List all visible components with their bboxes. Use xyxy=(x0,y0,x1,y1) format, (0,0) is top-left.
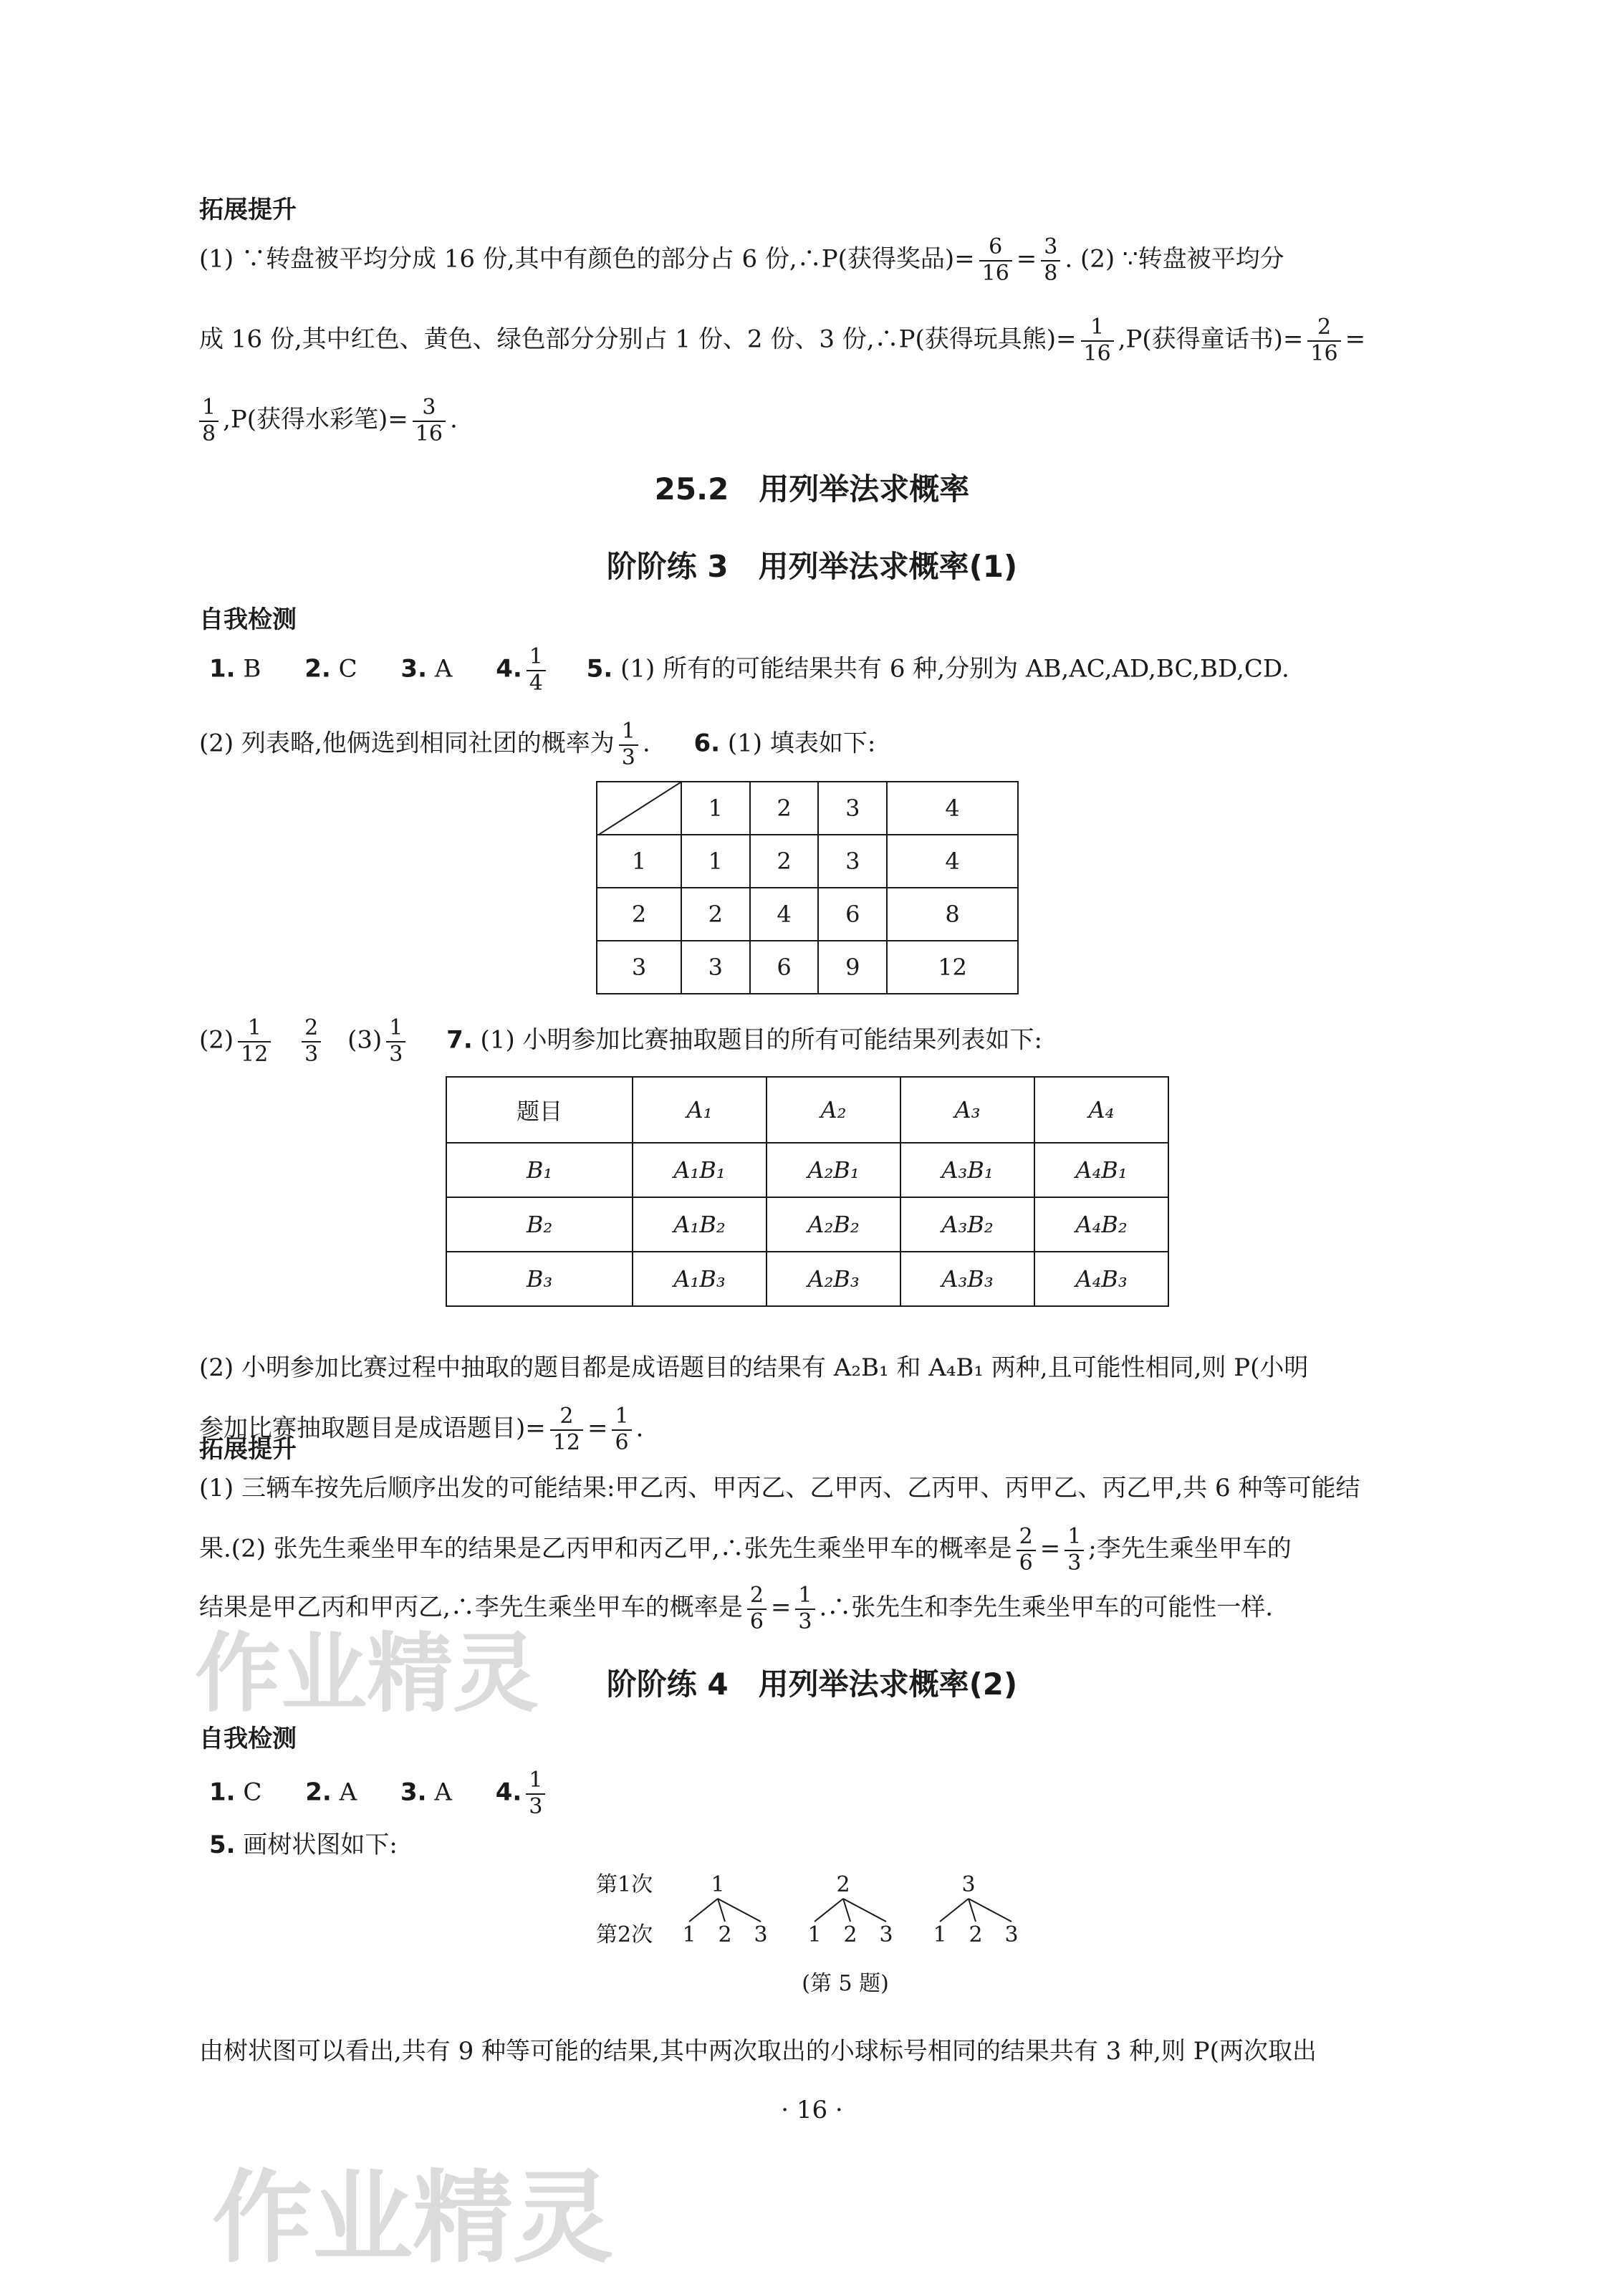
table-cell: A₃B₃ xyxy=(900,1252,1034,1306)
tree-leaf: 1 xyxy=(807,1922,822,1947)
figure-caption: (第 5 题) xyxy=(802,1971,889,1996)
fraction: $\frac{2}{6}$ xyxy=(747,1583,767,1634)
table-cell: 1 xyxy=(681,835,750,888)
table-cell: B₁ xyxy=(446,1143,633,1197)
fraction: $\frac{1}{6}$ xyxy=(612,1404,631,1455)
paragraph-line: (1) 三辆车按先后顺序出发的可能结果:甲乙丙、甲丙乙、乙甲丙、乙丙甲、丙甲乙、丙乙甲,共 6 种等可能结 xyxy=(199,1474,1360,1502)
table-header-cell: 1 xyxy=(681,782,750,835)
section-heading-extension: 拓展提升 xyxy=(199,1435,297,1464)
fraction: $\frac{1}{8}$ xyxy=(199,395,218,446)
table-cell: 6 xyxy=(750,941,819,994)
table-cell: 2 xyxy=(597,888,681,941)
table-header-cell: A₃ xyxy=(900,1077,1034,1143)
table-cell: 1 xyxy=(597,835,681,888)
section-heading-extension: 拓展提升 xyxy=(199,196,297,224)
fraction: $\frac{1}{16}$ xyxy=(1081,315,1114,366)
table-cell: 4 xyxy=(750,888,819,941)
tree-leaf: 1 xyxy=(682,1922,696,1947)
table-cell: 4 xyxy=(887,835,1018,888)
table-cell: A₄B₃ xyxy=(1034,1252,1168,1306)
table-cell: A₂B₂ xyxy=(767,1197,900,1252)
fraction: $\frac{1}{3}$ xyxy=(386,1016,405,1067)
table-cell: 3 xyxy=(681,941,750,994)
table-cell: A₂B₁ xyxy=(767,1143,900,1197)
fraction: $\frac{2}{6}$ xyxy=(1017,1525,1036,1576)
paragraph-line: (2) 列表略,他俩选到相同社团的概率为 $\frac{1}{3}$ . 6. (1) 填表如下: xyxy=(199,719,876,770)
answer-line: 1. C 2. A 3. A 4. $\frac{1}{3}$ xyxy=(209,1768,549,1819)
table-cell: B₂ xyxy=(446,1197,633,1252)
table-corner-cell: 题目 xyxy=(446,1077,633,1143)
text-segment: . (2) ∵转盘被平均分 xyxy=(1065,244,1284,274)
paragraph-line: (1) ∵转盘被平均分成 16 份,其中有颜色的部分占 6 份,∴P(获得奖品)= $\frac{6}{16}$ = $\frac{3}{8}$ . (2) ∵转盘被平均分 xyxy=(199,234,1284,286)
self-check-heading: 自我检测 xyxy=(199,1725,297,1753)
fraction: $\frac{3}{16}$ xyxy=(413,395,446,446)
answer-line: 1. B 2. C 3. A 4. $\frac{1}{4}$ 5. (1) 所有的可能结果共有 6 种,分别为 AB,AC,AD,BC,BD,CD. xyxy=(209,644,1289,696)
self-check-heading: 自我检测 xyxy=(199,605,297,634)
watermark: 作业精灵 xyxy=(195,1624,539,1724)
table-row xyxy=(446,1197,1168,1252)
table-header-cell: 3 xyxy=(818,782,887,835)
tree-leaf: 3 xyxy=(1004,1922,1019,1947)
table-cell: 3 xyxy=(818,835,887,888)
table-cell: A₂B₃ xyxy=(767,1252,900,1306)
diagonal-line xyxy=(597,782,681,835)
paragraph-line: 结果是甲乙丙和甲丙乙,∴李先生乘坐甲车的概率是 $\frac{2}{6}$ = $\frac{1}{3}$ .∴张先生和李先生乘坐甲车的可能性一样. xyxy=(199,1583,1274,1634)
table-cell: A₁B₁ xyxy=(633,1143,767,1197)
table-cell: 3 xyxy=(597,941,681,994)
table-cell: A₄B₁ xyxy=(1034,1143,1168,1197)
paragraph-line: 由树状图可以看出,共有 9 种等可能的结果,其中两次取出的小球标号相同的结果共有 3 种,则 P(两次取出 xyxy=(199,2037,1317,2066)
chapter-title: 25.2 用列举法求概率 xyxy=(654,471,970,507)
watermark: 作业精灵 xyxy=(212,2160,614,2277)
tree-row2-label: 第2次 xyxy=(596,1922,653,1947)
tree-branches xyxy=(689,1899,1012,1922)
lesson-title: 阶阶练 3 用列举法求概率(1) xyxy=(606,549,1018,584)
table-header-cell: A₂ xyxy=(767,1077,900,1143)
tree-leaf: 2 xyxy=(969,1922,983,1947)
outcome-table xyxy=(446,1076,1169,1307)
table-header-cell: A₁ xyxy=(633,1077,767,1143)
tree-leaf: 3 xyxy=(754,1922,768,1947)
paragraph-line: (2) 小明参加比赛过程中抽取的题目都是成语题目的结果有 A₂B₁ 和 A₄B₁ 两种,且可能性相同,则 P(小明 xyxy=(199,1353,1309,1382)
table-header-cell: 4 xyxy=(887,782,1018,835)
table-cell: 9 xyxy=(818,941,887,994)
table-cell: A₄B₂ xyxy=(1034,1197,1168,1252)
paragraph-line: $\frac{1}{8}$ ,P(获得水彩笔)= $\frac{3}{16}$ . xyxy=(199,395,458,446)
table-cell: A₁B₃ xyxy=(633,1252,767,1306)
multiplication-table xyxy=(596,781,1019,994)
tree-row1-label: 第1次 xyxy=(596,1872,653,1897)
question-line: 5. 画树状图如下: xyxy=(209,1831,398,1859)
table-header-cell: A₄ xyxy=(1034,1077,1168,1143)
table-row xyxy=(597,941,1018,994)
paragraph-line: (2) $\frac{1}{12}$ $\frac{2}{3}$ (3) $\frac{1}{3}$ 7. (1) 小明参加比赛抽取题目的所有可能结果列表如下: xyxy=(199,1015,1042,1067)
table-row xyxy=(597,835,1018,888)
table-cell: 6 xyxy=(818,888,887,941)
table-row xyxy=(446,1143,1168,1197)
tree-root: 2 xyxy=(836,1872,850,1897)
diagonal-corner-cell xyxy=(597,782,681,835)
table-row xyxy=(446,1252,1168,1306)
fraction: $\frac{1}{3}$ xyxy=(795,1583,815,1634)
tree-leaf: 1 xyxy=(933,1922,947,1947)
table-cell: 2 xyxy=(750,835,819,888)
tree-leaf: 2 xyxy=(718,1922,732,1947)
tree-leaf: 3 xyxy=(879,1922,893,1947)
table-header-cell: 2 xyxy=(750,782,819,835)
page-number: · 16 · xyxy=(781,2096,843,2124)
fraction: $\frac{1}{4}$ xyxy=(527,645,546,696)
tree-root: 3 xyxy=(961,1872,976,1897)
fraction: $\frac{1}{3}$ xyxy=(619,719,638,770)
tree-diagram xyxy=(587,1863,1089,1999)
fraction: $\frac{3}{8}$ xyxy=(1041,235,1060,286)
table-cell: A₃B₁ xyxy=(900,1143,1034,1197)
paragraph-line: 成 16 份,其中红色、黄色、绿色部分分别占 1 份、2 份、3 份,∴P(获得玩具熊)= $\frac{1}{16}$ ,P(获得童话书)= $\frac{2}{16}$ = xyxy=(199,315,1366,366)
fraction: $\frac{6}{16}$ xyxy=(979,235,1012,286)
fraction: $\frac{2}{3}$ xyxy=(302,1016,321,1067)
table-cell: A₁B₂ xyxy=(633,1197,767,1252)
tree-leaf: 2 xyxy=(843,1922,857,1947)
fraction: $\frac{2}{12}$ xyxy=(550,1404,583,1455)
text-segment: (1) ∵转盘被平均分成 16 份,其中有颜色的部分占 6 份,∴P(获得奖品)= xyxy=(199,244,975,274)
tree-root: 1 xyxy=(711,1872,725,1897)
table-cell: 12 xyxy=(887,941,1018,994)
table-cell: 8 xyxy=(887,888,1018,941)
paragraph-line: 参加比赛抽取题目是成语题目)= $\frac{2}{12}$ = $\frac{1}{6}$ . xyxy=(199,1404,644,1455)
table-cell: B₃ xyxy=(446,1252,633,1306)
table-cell: A₃B₂ xyxy=(900,1197,1034,1252)
fraction: $\frac{1}{12}$ xyxy=(238,1016,271,1067)
fraction: $\frac{2}{16}$ xyxy=(1307,315,1340,366)
table-cell: 2 xyxy=(681,888,750,941)
paragraph-line: 果.(2) 张先生乘坐甲车的结果是乙丙甲和丙乙甲,∴张先生乘坐甲车的概率是 $\frac{2}{6}$ = $\frac{1}{3}$ ;李先生乘坐甲车的 xyxy=(199,1524,1292,1576)
table-row xyxy=(597,888,1018,941)
lesson-title: 阶阶练 4 用列举法求概率(2) xyxy=(606,1667,1018,1702)
fraction: $\frac{1}{3}$ xyxy=(1065,1525,1084,1576)
fraction: $\frac{1}{3}$ xyxy=(526,1768,545,1819)
